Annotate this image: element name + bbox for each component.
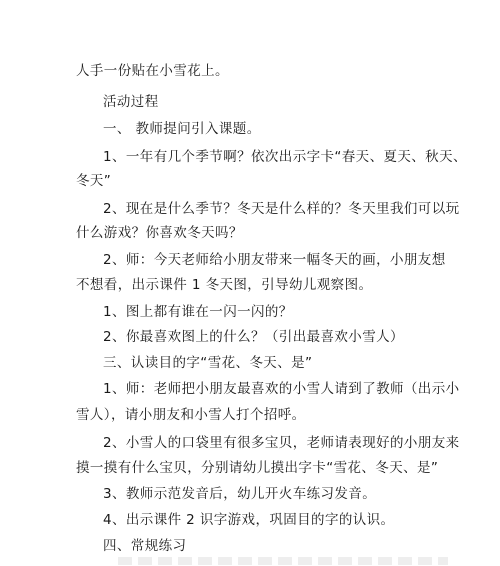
text-line-13: 1、师：老师把小朋友最喜欢的小雪人请到了教师（出示小 [103, 381, 460, 397]
text-line-15: 2、小雪人的口袋里有很多宝贝，老师请表现好的小朋友来 [103, 435, 460, 451]
section-heading-1: 一、 教师提问引入课题。 [103, 121, 261, 137]
text-line-17: 3、教师示范发音后，幼儿开火车练习发音。 [103, 486, 377, 502]
section-heading-4: 四、常规练习 [103, 538, 187, 554]
text-line-11: 2、你最喜欢图上的什么？（引出最喜欢小雪人） [103, 329, 404, 345]
text-line-18: 4、出示课件 2 识字游戏，巩固目的字的认识。 [103, 512, 395, 528]
text-line-9: 不想看，出示课件 1 冬天图，引导幼儿观察图。 [76, 277, 373, 293]
text-line-16: 摸一摸有什么宝贝，分别请幼儿摸出字卡“雪花、冬天、是” [76, 460, 439, 476]
text-line-8: 2、师：今天老师给小朋友带来一幅冬天的画，小朋友想 [103, 252, 446, 268]
text-line-7: 什么游戏？你喜欢冬天吗？ [76, 225, 243, 241]
section-heading-activity-process: 活动过程 [103, 94, 159, 110]
text-line-5: 冬天” [76, 173, 112, 189]
text-line-4: 1、一年有几个季节啊？依次出示字卡“春天、夏天、秋天、 [103, 149, 467, 165]
text-line-14: 雪人），请小朋友和小雪人打个招呼。 [76, 407, 306, 423]
section-heading-3: 三、认读目的字“雪花、冬天、是” [103, 355, 313, 371]
text-line-1: 人手一份贴在小雪花上。 [76, 63, 229, 79]
text-line-6: 2、现在是什么季节？冬天是什么样的？冬天里我们可以玩 [103, 201, 460, 217]
cut-off-text-line [118, 557, 448, 565]
text-line-10: 1、图上都有谁在一闪一闪的？ [103, 304, 293, 320]
